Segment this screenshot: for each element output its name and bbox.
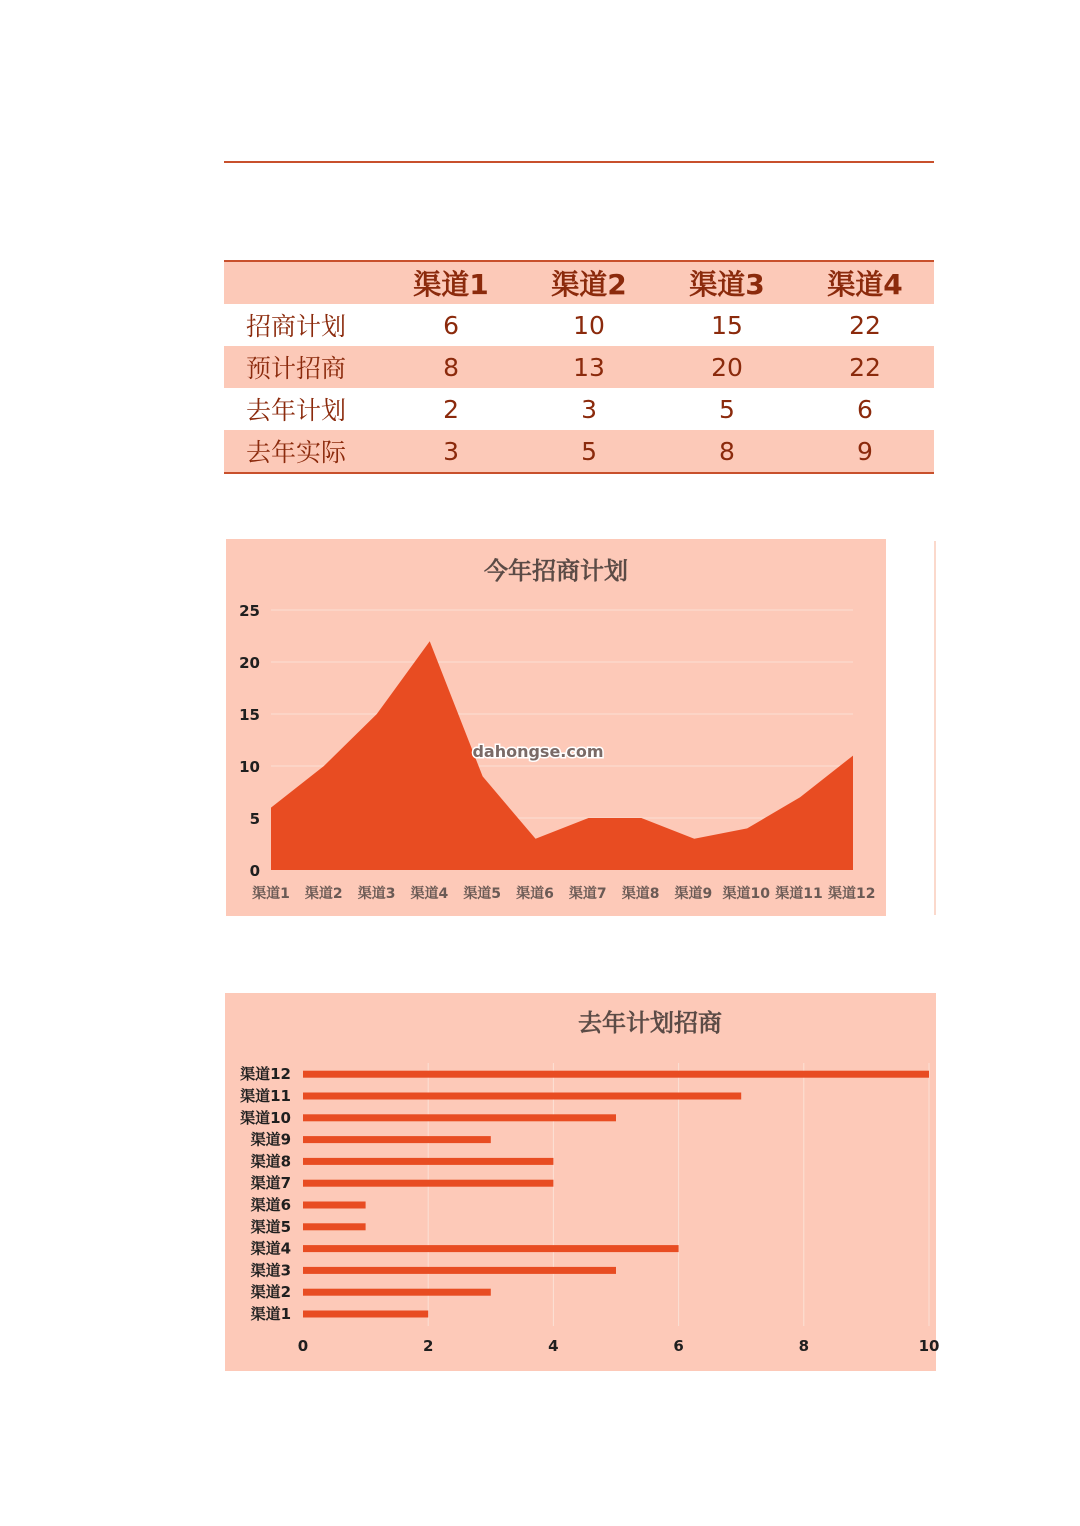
table-header-cell: 渠道2 (551, 268, 627, 301)
table-cell: 6 (443, 310, 459, 340)
bar (303, 1180, 553, 1187)
x-tick-label: 渠道9 (674, 886, 713, 902)
x-tick-label: 渠道1 (252, 886, 290, 902)
x-tick-label: 8 (798, 1337, 810, 1355)
y-tick-label: 25 (239, 602, 260, 620)
table-cell: 5 (581, 436, 597, 466)
x-tick-label: 渠道3 (357, 886, 396, 902)
table-cell: 3 (581, 394, 597, 424)
table-cell: 2 (443, 394, 459, 424)
table-row (224, 430, 934, 472)
table-cell: 8 (719, 436, 735, 466)
x-tick-label: 渠道11 (775, 886, 823, 902)
row-label: 招商计划 (246, 312, 347, 341)
y-category-label: 渠道7 (250, 1174, 291, 1193)
table-row (224, 346, 934, 388)
x-tick-label: 渠道7 (568, 886, 607, 902)
table-row (224, 388, 934, 430)
table-cell: 9 (857, 436, 873, 466)
table-cell: 13 (573, 352, 605, 382)
y-category-label: 渠道6 (250, 1196, 291, 1214)
table-cell: 20 (711, 352, 743, 382)
row-label: 去年实际 (246, 438, 347, 467)
watermark: dahongse.com (472, 742, 604, 761)
y-category-label: 渠道2 (250, 1283, 291, 1302)
y-category-label: 渠道12 (240, 1065, 291, 1084)
y-category-label: 渠道11 (240, 1087, 291, 1105)
bar (303, 1267, 616, 1274)
bar-chart-panel (225, 993, 940, 1371)
bar (303, 1093, 741, 1100)
table-header-row (224, 260, 934, 304)
y-category-label: 渠道8 (250, 1152, 291, 1171)
bar-chart-title: 去年计划招商 (578, 1009, 722, 1037)
table-header-cell: 渠道4 (827, 268, 903, 301)
x-tick-label: 渠道8 (621, 886, 660, 902)
y-category-label: 渠道5 (250, 1217, 291, 1236)
divider-line (934, 541, 936, 915)
top-rule (224, 161, 934, 163)
table-header-cell: 渠道3 (689, 268, 765, 301)
bar (303, 1071, 929, 1078)
area-chart-title: 今年招商计划 (484, 557, 628, 585)
y-category-label: 渠道1 (250, 1305, 291, 1323)
bar (303, 1158, 553, 1165)
bar (303, 1245, 679, 1252)
row-label: 去年计划 (246, 396, 347, 425)
y-category-label: 渠道10 (240, 1108, 291, 1127)
y-tick-label: 20 (239, 654, 260, 672)
x-tick-label: 10 (918, 1337, 940, 1355)
table-row (224, 304, 934, 346)
x-tick-label: 4 (548, 1337, 559, 1355)
y-tick-label: 0 (249, 862, 260, 880)
table-cell: 10 (573, 310, 605, 340)
data-table (224, 260, 934, 474)
bar (303, 1114, 616, 1121)
x-tick-label: 6 (673, 1337, 684, 1355)
bar-chart (225, 993, 940, 1371)
x-tick-label: 渠道2 (304, 886, 343, 902)
x-tick-label: 渠道6 (516, 886, 554, 902)
table-bottom-rule (224, 472, 934, 474)
bar (303, 1202, 366, 1209)
bar (303, 1136, 491, 1143)
bar (303, 1223, 366, 1230)
y-tick-label: 10 (239, 758, 260, 776)
y-tick-label: 15 (239, 706, 260, 724)
table-cell: 8 (443, 352, 459, 382)
x-tick-label: 2 (422, 1337, 434, 1355)
y-tick-label: 5 (249, 810, 260, 828)
table-cell: 6 (857, 394, 873, 424)
table-header-cell: 渠道1 (413, 268, 489, 301)
y-category-label: 渠道4 (250, 1239, 291, 1258)
x-tick-label: 渠道4 (410, 886, 449, 902)
table-cell: 22 (849, 310, 881, 340)
x-tick-label: 0 (297, 1337, 309, 1355)
x-tick-label: 渠道12 (828, 886, 876, 902)
bar (303, 1311, 428, 1318)
table-cell: 3 (443, 436, 459, 466)
table-cell: 15 (711, 310, 743, 340)
table-cell: 5 (719, 394, 735, 424)
y-category-label: 渠道9 (250, 1130, 291, 1149)
area-chart (226, 539, 886, 916)
x-tick-label: 渠道5 (463, 886, 502, 902)
area-chart-panel (226, 539, 886, 916)
x-tick-label: 渠道10 (722, 886, 770, 902)
table-cell: 22 (849, 352, 881, 382)
y-category-label: 渠道3 (250, 1261, 291, 1280)
row-label: 预计招商 (246, 354, 347, 383)
bar (303, 1289, 491, 1296)
